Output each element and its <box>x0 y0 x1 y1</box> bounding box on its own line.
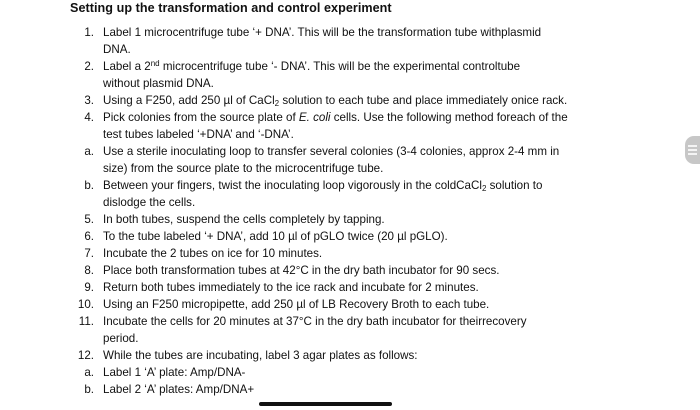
step-text: Incubate the cells for 20 minutes at 37°C in the dry bath incubator for theirrecovery <box>103 315 527 328</box>
step-marker: 6. <box>84 230 94 243</box>
step-marker: 1. <box>84 26 94 39</box>
step-text: To the tube labeled ‘+ DNA’, add 10 µl of pGLO twice (20 µl pGLO). <box>103 230 448 243</box>
step-marker: 11. <box>78 315 94 328</box>
step-text: Place both transformation tubes at 42°C in the dry bath incubator for 90 secs. <box>103 264 500 277</box>
step-marker: 8. <box>84 264 94 277</box>
step-text: Use a sterile inoculating loop to transfer several colonies (3-4 colonies, approx 2-4 mm in <box>103 145 560 158</box>
step-marker: 7. <box>84 247 94 260</box>
step-marker: 2. <box>84 60 94 73</box>
step-marker: b. <box>84 179 94 192</box>
step-text: In both tubes, suspend the cells completely by tapping. <box>103 213 385 226</box>
step-text: without plasmid DNA. <box>103 77 214 90</box>
step-text: test tubes labeled ‘+DNA’ and ‘-DNA’. <box>103 128 294 141</box>
step-marker: a. <box>84 366 94 379</box>
step-marker: 10. <box>77 298 94 311</box>
step-text: Label a 2nd microcentrifuge tube ‘- DNA’. This will be the experimental controltube <box>103 59 521 73</box>
home-indicator[interactable] <box>259 402 392 406</box>
step-marker: 4. <box>84 111 94 124</box>
step-text: period. <box>103 332 139 345</box>
grip-line <box>688 145 697 147</box>
step-text: Using a F250, add 250 µl of CaCl$_2$ solution to each tube and place immediately onice rack. <box>103 94 568 108</box>
step-text: Using an F250 micropipette, add 250 µl of LB Recovery Broth to each tube. <box>103 298 490 311</box>
grip-line <box>688 149 697 151</box>
step-marker: 3. <box>84 94 94 107</box>
step-text: Incubate the 2 tubes on ice for 10 minutes. <box>103 247 323 260</box>
step-text: DNA. <box>103 43 131 56</box>
step-text: Label 1 ‘A’ plate: Amp/DNA- <box>103 366 246 379</box>
step-text: dislodge the cells. <box>103 196 196 209</box>
step-marker: 5. <box>84 213 94 226</box>
step-text: Return both tubes immediately to the ice rack and incubate for 2 minutes. <box>103 281 479 294</box>
step-text: Between your fingers, twist the inoculating loop vigorously in the coldCaCl$_2$ solution to <box>103 179 543 193</box>
scroll-handle-icon[interactable] <box>685 136 700 164</box>
step-text: Pick colonies from the source plate of E. coli cells. Use the following method foreach of the <box>103 111 568 124</box>
step-marker: 9. <box>84 281 94 294</box>
step-text: size) from the source plate to the microcentrifuge tube. <box>103 162 384 175</box>
step-marker: 12. <box>77 349 94 362</box>
grip-line <box>688 153 697 155</box>
step-text: Label 1 microcentrifuge tube ‘+ DNA’. This will be the transformation tube withplasmid <box>103 26 542 39</box>
step-text: While the tubes are incubating, label 3 agar plates as follows: <box>103 349 418 362</box>
step-marker: b. <box>84 383 94 396</box>
step-text: Label 2 ‘A’ plates: Amp/DNA+ <box>103 383 255 396</box>
document-title: Setting up the transformation and control experiment <box>70 1 392 15</box>
step-marker: a. <box>84 145 94 158</box>
